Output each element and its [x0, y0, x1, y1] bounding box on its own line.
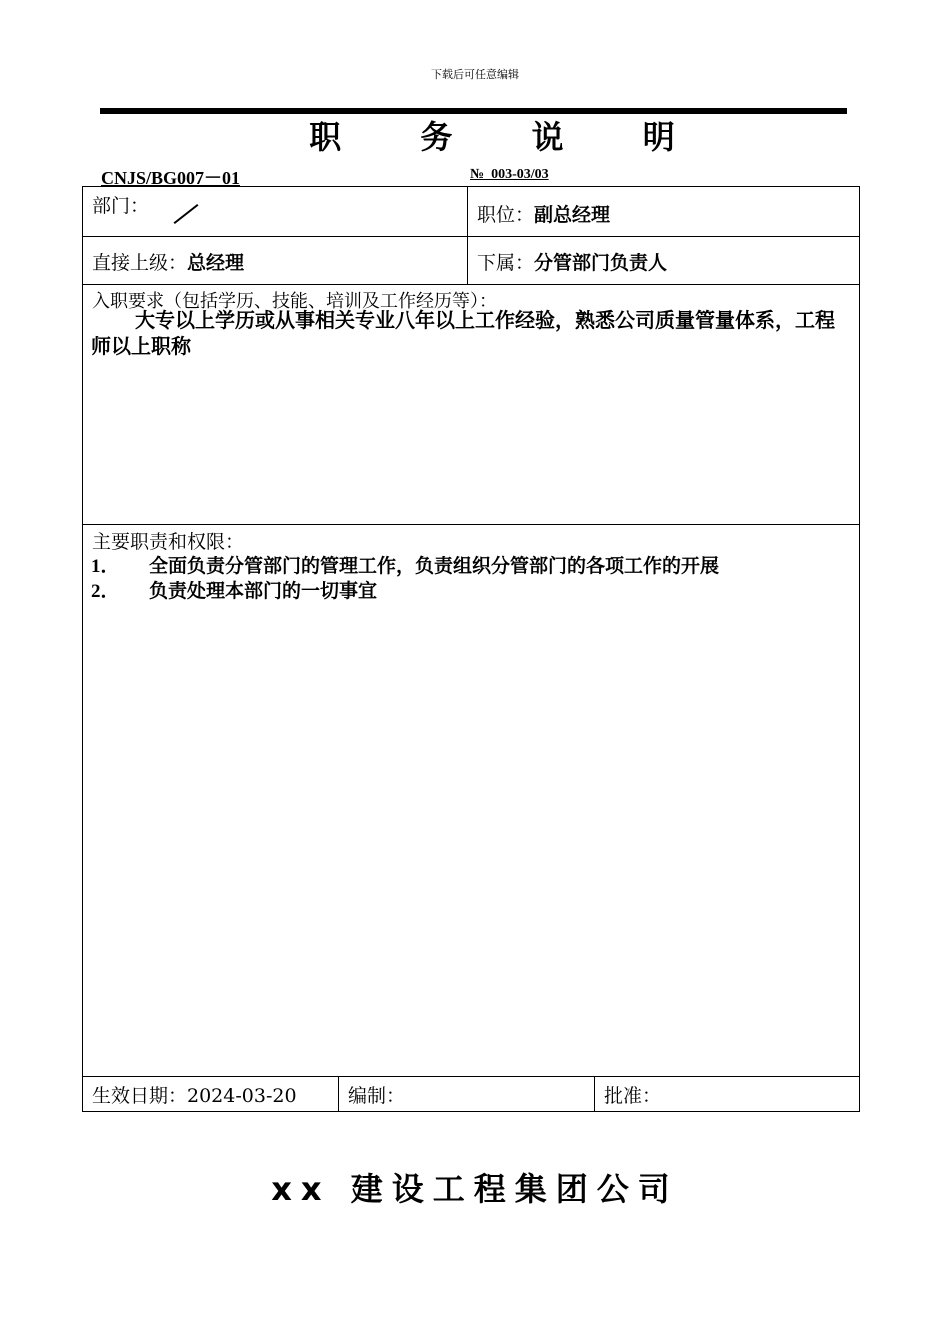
duty-item	[91, 576, 377, 603]
effective-date: 生效日期：2024-03-20	[92, 1085, 297, 1107]
superior-cell	[83, 237, 468, 284]
row-sign-off	[83, 1077, 859, 1111]
department-cell	[83, 187, 468, 236]
row-requirements	[83, 285, 859, 525]
approved-by-cell	[595, 1077, 859, 1111]
position-label: 职位：	[477, 204, 535, 226]
company-name: xx 建设工程集团公司	[271, 1170, 679, 1208]
requirements-text: 大专以上学历或从事相关专业八年以上工作经验，熟悉公司质量管量体系，工程师以上职称	[91, 308, 835, 358]
empty-slash-mark	[174, 204, 199, 224]
duties-label: 主要职责和权限：	[92, 531, 245, 553]
duty-number: 2．	[91, 581, 120, 602]
duty-text: 全面负责分管部门的管理工作，负责组织分管部门的各项工作的开展	[149, 555, 720, 577]
position-cell	[468, 187, 859, 236]
header-note: 下载后可任意编辑	[431, 68, 519, 81]
requirements-label: 入职要求（包括学历、技能、培训及工作经历等）：	[92, 291, 497, 312]
subordinate-label: 下属：	[477, 252, 535, 274]
row-department-position	[83, 187, 859, 237]
row-duties	[83, 525, 859, 1077]
job-description-form	[82, 186, 860, 1112]
document-number: №_003-03/03	[470, 167, 549, 182]
department-label: 部门：	[92, 195, 150, 217]
duty-number: 1．	[91, 556, 120, 577]
subordinate-value: 分管部门负责人	[534, 252, 668, 274]
approved-by-label: 批准：	[604, 1085, 662, 1107]
duty-text: 负责处理本部门的一切事宜	[149, 580, 378, 602]
subordinate-cell	[468, 237, 859, 284]
prepared-by-label: 编制：	[348, 1085, 406, 1107]
position-value: 副总经理	[534, 204, 611, 226]
row-superior-subordinate	[83, 237, 859, 285]
superior-label: 直接上级：	[92, 252, 188, 274]
document-code: CNJS/BG007－01	[101, 168, 241, 188]
duty-item	[91, 551, 719, 578]
document-title: 职 务 说 明	[309, 118, 709, 156]
superior-value: 总经理	[187, 252, 245, 274]
prepared-by-cell	[339, 1077, 595, 1111]
effective-date-cell	[83, 1077, 339, 1111]
